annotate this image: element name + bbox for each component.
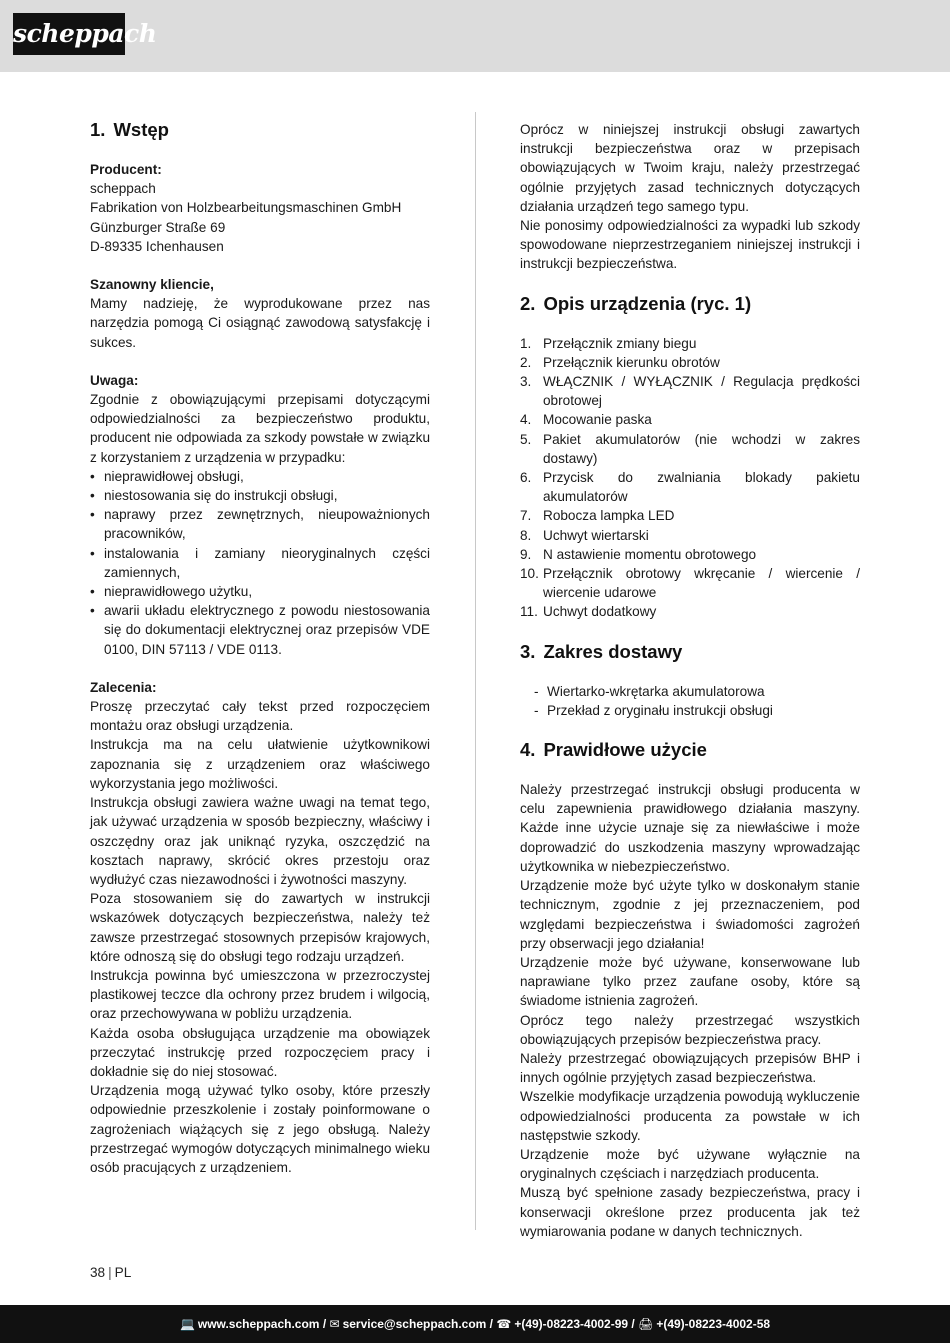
header-band (0, 0, 950, 72)
computer-icon: 💻 (179, 1317, 195, 1331)
recommendations-label: Zalecenia: (90, 679, 157, 695)
section-3-heading: 3. Zakres dostawy (520, 640, 683, 662)
footer-email[interactable]: service@scheppach.com (342, 1317, 487, 1331)
list-item: • nieprawidłowej obsługi, (90, 467, 430, 486)
recommendation-paragraph: Proszę przeczytać cały tekst przed rozpoczęciem montażu oraz obsługi urządzenia. (90, 699, 430, 734)
note-label: Uwaga: (90, 372, 139, 388)
producer-company: Fabrikation von Holzbearbeitungsmaschinen GmbH (90, 200, 402, 216)
recommendation-paragraph: Instrukcja powinna być umieszczona w przezroczystej plastikowej teczce dla ochrony przez brudem i wilgocią, oraz przechowywana w pobliżu urządzenia. (90, 967, 430, 1022)
list-item: - Przekład z oryginału instrukcji obsługi (520, 701, 860, 720)
list-item: 9. N astawienie momentu obrotowego (520, 546, 757, 562)
usage-paragraph: Należy przestrzegać obowiązujących przepisów BHP i innych ogólnie przyjętych zasad bezpieczeństwa. (520, 1050, 860, 1086)
producer-label: Producent: (90, 162, 162, 177)
list-item: 8. Uchwyt wiertarski (520, 527, 649, 543)
left-column (90, 118, 430, 1177)
right-column (520, 120, 860, 1241)
list-item: - Wiertarko-wkrętarka akumulatorowa (520, 682, 860, 701)
recommendation-paragraph: Instrukcja ma na celu ułatwienie użytkownikowi zapoznania się z urządzeniem oraz właściwego wykorzystania jego możliwości. (90, 737, 430, 791)
page-language: PL (114, 1265, 132, 1280)
list-item: 7. Robocza lampka LED (520, 508, 675, 524)
recommendation-paragraph: Każda osoba obsługująca urządzenie ma obowiązek przeczytać instrukcję przed rozpoczęciem pracy i dokładnie się do niej stosować. (90, 1025, 430, 1079)
list-item: • niestosowania się do instrukcji obsługi, (90, 486, 430, 505)
list-item: 2. Przełącznik kierunku obrotów (520, 354, 720, 370)
list-item: • naprawy przez zewnętrznych, nieupoważnionych pracowników, (90, 505, 430, 543)
section-2-heading: 2. Opis urządzenia (ryc. 1) (520, 292, 752, 314)
section-1-heading: 1. Wstęp (90, 119, 169, 140)
list-item: • instalowania i zamiany nieoryginalnych części zamiennych, (90, 544, 430, 582)
section-4-heading: 4. Prawidłowe użycie (520, 739, 707, 761)
device-parts-list (520, 334, 860, 622)
list-item: 1. Przełącznik zmiany biegu (520, 335, 697, 351)
list-item: 4. Mocowanie paska (520, 412, 652, 428)
usage-paragraph: Należy przestrzegać instrukcji obsługi producenta w celu zapewnienia prawidłowego działania maszyny. Każde inne użycie uznaje się za niewłaściwe i może doprowadzić do uszkodzenia maszyny wprowadzając użytkownika w niebezpieczeństwo. (520, 782, 860, 874)
note-text: Zgodnie z obowiązującymi przepisami dotyczącymi odpowiedzialności za bezpieczeństwo produktu, producent nie odpowiada za szkody powstałe w związku z korzystaniem z urządzenia w przypadku: (90, 392, 430, 465)
recommendation-paragraph: Instrukcja obsługi zawiera ważne uwagi na temat tego, jak używać urządzenia w sposób bezpieczny, właściwy i oszczędny oraz jak uniknąć ryzyka, oszczędzić na kosztach naprawy, skrócić okres przestoju oraz wydłużyć czas niezawodności i żywotności maszyny. (90, 795, 430, 887)
usage-paragraph: Wszelkie modyfikacje urządzenia powodują wykluczenie odpowiedzialności producenta za powstałe w ich następstwie szkody. (520, 1089, 860, 1143)
greeting-label: Szanowny kliencie, (90, 277, 214, 293)
note-bullet-list (90, 467, 430, 659)
page-number: 38 | PL (90, 1265, 132, 1280)
usage-paragraph: Urządzenie może być używane wyłącznie na oryginalnych częściach i narzędziach producenta. (520, 1146, 860, 1182)
mail-icon: ✉ (329, 1317, 340, 1331)
delivery-list (520, 682, 860, 720)
usage-paragraph: Oprócz tego należy przestrzegać wszystkich obowiązujących przepisów bezpieczeństwa pracy. (520, 1012, 860, 1047)
footer-fax: +(49)-08223-4002-58 (656, 1317, 771, 1331)
usage-paragraph: Urządzenie może być użyte tylko w doskonałym stanie technicznym, zgodnie z jej przeznaczeniem, pod względami bezpieczeństwa i świadomości zagrożeń przy obserwacji jego działania! (520, 878, 860, 951)
recommendation-paragraph: Poza stosowaniem się do zawartych w instrukcji wskazówek dotyczących bezpieczeństwa, należy też zawsze przestrzegać stosownych przepisów krajowych, które odnoszą się do obsługi tego rodzaju urządzeń. (90, 891, 430, 964)
fax-icon: 🖨 (638, 1317, 654, 1331)
list-item: • nieprawidłowego użytku, (90, 582, 430, 601)
intro-paragraph: Oprócz w niniejszej instrukcji obsługi zawartych instrukcji bezpieczeństwa oraz w przepisach obowiązujących w Twoim kraju, należy przestrzegać ogólnie przyjętych zasad technicznych dotyczących działania urządzeń tego samego typu. (520, 122, 860, 214)
footer-phone: +(49)-08223-4002-99 (514, 1317, 629, 1331)
list-item: 6. Przycisk do zwalniania blokady pakietu akumulatorów (520, 470, 860, 505)
footer-bar: 💻 www.scheppach.com / ✉ service@scheppach.com / ☎ +(49)-08223-4002-99 / 🖨 +(49)-08223-4002-58 (0, 1305, 950, 1343)
usage-paragraph: Muszą być spełnione zasady bezpieczeństwa, pracy i konserwacji określone przez producenta jak też wymiarowania podane w danych technicznych. (520, 1185, 860, 1239)
recommendation-paragraph: Urządzenia mogą używać tylko osoby, które przeszły odpowiednie przeszkolenie i zostały poinformowane o zagrożeniach wiążących się z jego obsługą. Należy przestrzegać wymogów dotyczących minimalnego wieku osób pracujących z urządzeniem. (90, 1083, 430, 1175)
phone-icon: ☎ (496, 1317, 512, 1331)
greeting-text: Mamy nadzieję, że wyprodukowane przez nas narzędzia pomogą Ci osiągnąć zawodową satysfakcję i sukces. (90, 296, 430, 350)
list-item: 5. Pakiet akumulatorów (nie wchodzi w zakres dostawy) (520, 431, 860, 466)
scheppach-logo: scheppach (13, 13, 125, 55)
intro-paragraph: Nie ponosimy odpowiedzialności za wypadki lub szkody spowodowane nieprzestrzeganiem niniejszej instrukcji i instrukcji bezpieczeństwa. (520, 218, 860, 272)
producer-name: scheppach (90, 181, 156, 197)
usage-paragraph: Urządzenie może być używane, konserwowane lub naprawiane tylko przez zaufane osoby, które są świadome istnienia zagrożeń. (520, 954, 860, 1009)
producer-city: D-89335 Ichenhausen (90, 238, 224, 254)
list-item: 10. Przełącznik obrotowy wkręcanie / wiercenie / wiercenie udarowe (520, 566, 860, 601)
footer-website[interactable]: www.scheppach.com (197, 1317, 320, 1331)
list-item: • awarii układu elektrycznego z powodu niestosowania się do dokumentacji elektrycznej oraz przepisów VDE 0100, DIN 57113 / VDE 0113. (90, 601, 430, 659)
list-item: 11. Uchwyt dodatkowy (520, 604, 657, 620)
column-divider (475, 112, 476, 1230)
producer-street: Günzburger Straße 69 (90, 219, 226, 235)
list-item: 3. WŁĄCZNIK / WYŁĄCZNIK / Regulacja prędkości obrotowej (520, 374, 860, 409)
